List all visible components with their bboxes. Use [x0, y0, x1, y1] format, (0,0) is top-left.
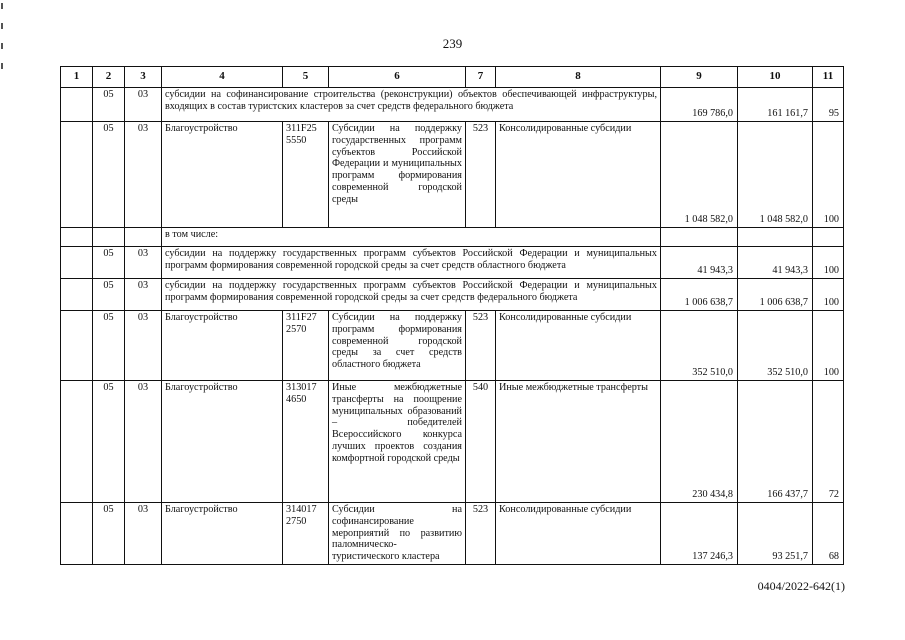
col-header: 4 [162, 67, 283, 88]
col-header: 11 [813, 67, 844, 88]
expense-type-code: 523 [466, 503, 496, 565]
subsection-code: 03 [125, 247, 162, 279]
article-name: Субсидии на софинансирование мероприятий по развитию паломническо-туристического кластера [329, 503, 466, 565]
col-header: 5 [283, 67, 329, 88]
target-article: 311F25 5550 [283, 122, 329, 228]
planned-amount: 169 786,0 [661, 88, 738, 122]
col-header: 8 [496, 67, 661, 88]
table-row [61, 279, 844, 311]
planned-amount: 1 006 638,7 [661, 279, 738, 311]
including-label: в том числе: [162, 228, 661, 247]
section-code: 05 [93, 381, 125, 503]
actual-amount: 352 510,0 [738, 311, 813, 381]
expense-type-name: Консолидированные субсидии [496, 503, 661, 565]
expense-type-name: Консолидированные субсидии [496, 122, 661, 228]
table-row [61, 88, 844, 122]
section-name: Благоустройство [162, 311, 283, 381]
planned-amount: 137 246,3 [661, 503, 738, 565]
section-code: 05 [93, 88, 125, 122]
target-article: 314017 2750 [283, 503, 329, 565]
col-header: 2 [93, 67, 125, 88]
actual-amount: 1 048 582,0 [738, 122, 813, 228]
table-row [61, 122, 844, 228]
budget-table [60, 66, 844, 565]
expense-type-code: 523 [466, 122, 496, 228]
expense-type-code: 540 [466, 381, 496, 503]
section-code: 05 [93, 503, 125, 565]
section-name: Благоустройство [162, 381, 283, 503]
article-name: Субсидии на поддержку программ формирования современной городской среды за счет средств областного бюджета [329, 311, 466, 381]
subsection-code: 03 [125, 311, 162, 381]
actual-amount: 166 437,7 [738, 381, 813, 503]
subsidy-description: субсидии на поддержку государственных программ субъектов Российской Федерации и муниципальных программ формирования современной городской среды за счет средств областного бюджета [162, 247, 661, 279]
subsidy-description: субсидии на поддержку государственных программ субъектов Российской Федерации и муниципальных программ формирования современной городской среды за счет средств федерального бюджета [162, 279, 661, 311]
table-row [61, 228, 844, 247]
subsection-code: 03 [125, 279, 162, 311]
planned-amount: 352 510,0 [661, 311, 738, 381]
col-header: 9 [661, 67, 738, 88]
actual-amount: 1 006 638,7 [738, 279, 813, 311]
target-article: 313017 4650 [283, 381, 329, 503]
section-name: Благоустройство [162, 503, 283, 565]
actual-amount: 161 161,7 [738, 88, 813, 122]
section-code: 05 [93, 311, 125, 381]
table-row [61, 381, 844, 503]
percent: 100 [813, 247, 844, 279]
subsection-code: 03 [125, 88, 162, 122]
col-header: 6 [329, 67, 466, 88]
col-header: 1 [61, 67, 93, 88]
percent: 100 [813, 279, 844, 311]
percent: 100 [813, 311, 844, 381]
subsection-code: 03 [125, 381, 162, 503]
planned-amount: 1 048 582,0 [661, 122, 738, 228]
expense-type-name: Консолидированные субсидии [496, 311, 661, 381]
percent: 72 [813, 381, 844, 503]
percent: 100 [813, 122, 844, 228]
section-name: Благоустройство [162, 122, 283, 228]
article-name: Иные межбюджетные трансферты на поощрение муниципальных образований – победителей Всероссийского конкурса лучших проектов создания комфортной городской среды [329, 381, 466, 503]
col-header: 7 [466, 67, 496, 88]
article-name: Субсидии на поддержку государственных программ субъектов Российской Федерации и муниципальных программ формирования современной городской среды [329, 122, 466, 228]
expense-type-name: Иные межбюджетные трансферты [496, 381, 661, 503]
section-code: 05 [93, 247, 125, 279]
actual-amount: 41 943,3 [738, 247, 813, 279]
subsection-code: 03 [125, 122, 162, 228]
section-code: 05 [93, 122, 125, 228]
planned-amount: 230 434,8 [661, 381, 738, 503]
planned-amount: 41 943,3 [661, 247, 738, 279]
expense-type-code: 523 [466, 311, 496, 381]
percent: 95 [813, 88, 844, 122]
target-article: 311F27 2570 [283, 311, 329, 381]
table-row [61, 247, 844, 279]
table-row [61, 311, 844, 381]
col-header: 3 [125, 67, 162, 88]
percent: 68 [813, 503, 844, 565]
section-code: 05 [93, 279, 125, 311]
col-header: 10 [738, 67, 813, 88]
header-row [61, 67, 844, 88]
page-number: 239 [442, 36, 463, 51]
margin-marks [0, 0, 4, 110]
subsidy-description: субсидии на софинансирование строительства (реконструкции) объектов обеспечивающей инфраструктуры, входящих в состав туристских кластеров за счет средств федерального бюджета [162, 88, 661, 122]
table-row [61, 503, 844, 565]
document-id: 0404/2022-642(1) [757, 579, 845, 593]
actual-amount: 93 251,7 [738, 503, 813, 565]
subsection-code: 03 [125, 503, 162, 565]
